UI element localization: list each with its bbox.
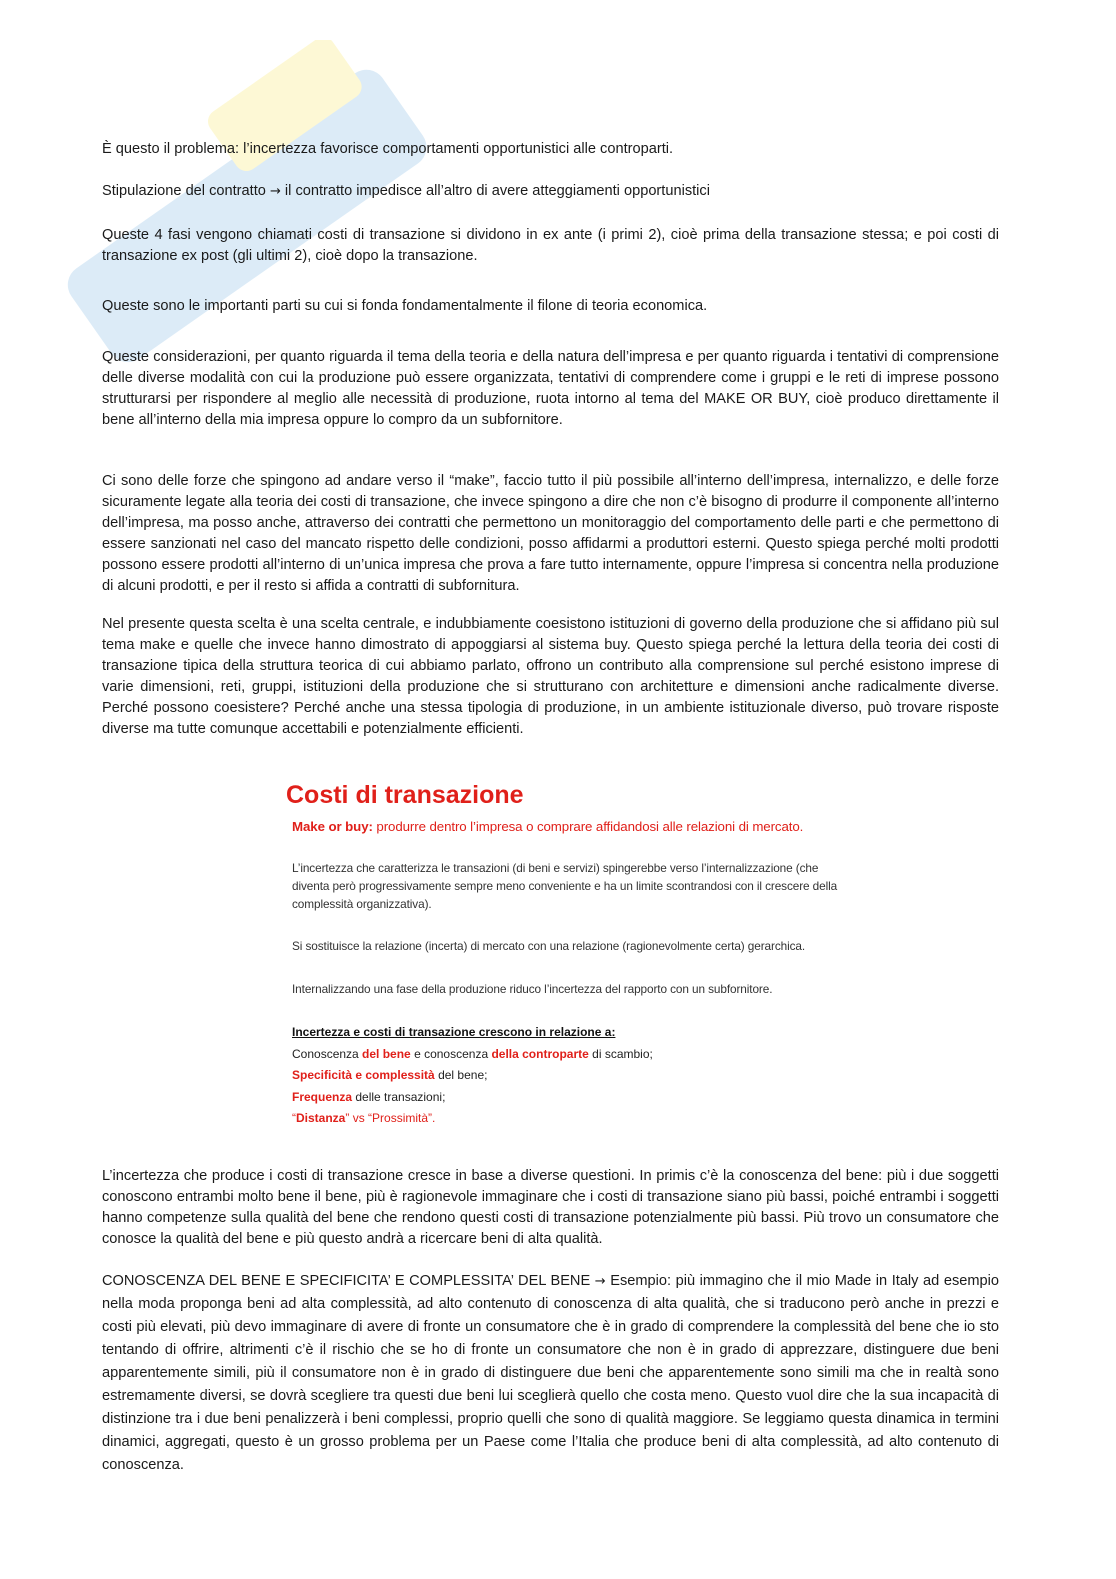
arrow-right-icon: → <box>594 1274 606 1289</box>
paragraph-8: L’incertezza che produce i costi di transazione cresce in base a diverse questioni. In primis c’è la conoscenza del bene: più i due soggetti conoscono entrambi molto bene il bene, più è ragionevole immaginare che i costi di transazione siano più bassi, poiché entrambi i soggetti hanno competenze sulla qualità del bene che rendono questi costi di transazione potenzialmente più bassi. Più trovo un consumatore che conosce la qualità del bene e più questo andrà a ricercare beni di alta qualità. <box>102 1168 999 1247</box>
item3-a: Frequenza <box>292 1089 353 1104</box>
figure-text-1: L’incertezza che caratterizza le transazioni (di beni e servizi) spingerebbe verso l’internalizzazione (che diventa però progressivamente sempre meno conveniente e ha un limite scontrandosi con il crescere della complessità organizzativa). <box>292 861 838 911</box>
paragraph-1: È questo il problema: l’incertezza favorisce comportamenti opportunistici alle controparti. <box>102 141 674 157</box>
figure-subtitle-rest: produrre dentro l’impresa o comprare affidandosi alle relazioni di mercato. <box>372 819 804 834</box>
paragraph-9-body: Esempio: più immagino che il mio Made in Italy ad esempio nella moda proponga beni ad alta complessità, ad alto contenuto di conoscenza di alta qualità, che si traducono però anche in prezzi e costi più elevati, più devo immaginare di avere di fronte un consumatore che è in grado di comprendere la complessità del bene che io sto tentando di offrire, altrimenti c’è il rischio che se ho di fronte un consumatore che non è in grado di apprezzare, distinguere due beni apparentemente simili, più il consumatore non è in grado di distinguere due beni che apparentemente sono simili ma che in realtà sono estremamente diversi, se dovrà scegliere tra questi due beni lui sceglierà quello che costa meno. Questo vuol dire che la sua incapacità di distinzione tra i due beni penalizzerà i beni complessi, proprio quelli che sono di qualità maggiore. Se leggiamo questa dinamica in termini dinamici, aggregati, questo è un grosso problema per un Paese come l’Italia che produce beni di alta complessità, ad alto contenuto di conoscenza. <box>102 1273 999 1473</box>
paragraph-4: Queste sono le importanti parti su cui si fonda fondamentalmente il filone di teoria economica. <box>102 298 708 314</box>
paragraph-2 <box>102 181 999 202</box>
paragraph-2-end: il contratto impedisce all’altro di avere atteggiamenti opportunistici <box>280 183 710 199</box>
figure-title: Costi di transazione <box>286 781 524 809</box>
slide-figure <box>286 780 856 1130</box>
figure-text-2: Si sostituisce la relazione (incerta) di mercato con una relazione (ragionevolmente certa) gerarchica. <box>292 939 806 953</box>
item4-a: Distanza <box>296 1111 346 1125</box>
figure-subtitle <box>292 818 856 835</box>
item3-b: delle transazioni; <box>352 1089 446 1104</box>
paragraph-5: Queste considerazioni, per quanto riguarda il tema della teoria e della natura dell’impresa e per quanto riguarda i tentativi di comprensione delle diverse modalità con cui la produzione può essere organizzata, tentativi di comprendere come i gruppi e le reti di imprese possono strutturarsi per rispondere al meglio alle necessità di produzione, ruota intorno al tema del MAKE OR BUY, cioè produco direttamente il bene all’interno della mia impresa oppure lo compro da un subfornitore. <box>102 349 999 428</box>
watermark-logo <box>20 40 480 400</box>
figure-list-item <box>292 1044 856 1066</box>
item1-e: di scambio; <box>588 1046 653 1061</box>
item4-q2: ” vs “ <box>345 1111 373 1125</box>
item1-a: Conoscenza <box>292 1046 363 1061</box>
figure-list-heading: Incertezza e costi di transazione crescono in relazione a: <box>292 1025 616 1039</box>
item2-a: Specificità e complessità <box>292 1068 435 1082</box>
item1-b: del bene <box>362 1046 411 1061</box>
paragraph-6: Ci sono delle forze che spingono ad andare verso il “make”, faccio tutto il più possibile all’interno dell’impresa, internalizzo, e delle forze sicuramente legate alla teoria dei costi di transazione, che invece spingono a dire che non c’è bisogno di produrre il componente all’interno dell’impresa, ma posso anche, attraverso dei contratti che permettono un monitoraggio del comportamento delle parti e che permettono di essere sanzionati nel caso del mancato rispetto delle condizioni, posso affidarmi a produttori esterni. Questo spiega perché molti prodotti possono essere prodotti all’interno di un’unica impresa che prova a fare tutto internamente, oppure l’impresa si concentra nella produzione di alcuni prodotti, e per il resto si affida a contratti di subfornitura. <box>102 473 999 594</box>
arrow-right-icon: → <box>269 184 281 199</box>
item1-d: della controparte <box>491 1046 589 1061</box>
item4-b: Prossimità <box>372 1111 429 1125</box>
paragraph-9 <box>102 1270 999 1477</box>
paragraph-7: Nel presente questa scelta è una scelta centrale, e indubbiamente coesistono istituzioni di governo della produzione che si affidano più sul tema make e quelle che invece hanno dimostrato di appoggiarsi al sistema buy. Questo spiega perché la lettura della teoria dei costi di transazione tipica della struttura teorica di cui abbiamo parlato, offrono un contributo alla comprensione sul perché esistono imprese di varie dimensioni, reti, gruppi, istituzioni della produzione che si strutturano con architetture e dimensioni anche radicalmente diverse. Perché possono coesistere? Perché anche una stessa tipologia di produzione, in un ambiente istituzionale diverso, può trovare risposte diverse ma tutte comunque accettabili e potenzialmente efficienti. <box>102 616 999 737</box>
paragraph-9-heading: CONOSCENZA DEL BENE E SPECIFICITA’ E COMPLESSITA’ DEL BENE <box>102 1273 595 1289</box>
figure-subtitle-bold: Make or buy: <box>292 819 373 834</box>
item4-q1: “ <box>292 1111 296 1125</box>
figure-text-3: Internalizzando una fase della produzione riduco l’incertezza del rapporto con un subfornitore. <box>292 982 773 996</box>
item4-q3: ”. <box>428 1111 436 1125</box>
item1-c: e conoscenza <box>410 1046 492 1061</box>
paragraph-3: Queste 4 fasi vengono chiamati costi di transazione si dividono in ex ante (i primi 2), cioè prima della transazione stessa; e poi costi di transazione ex post (gli ultimi 2), cioè dopo la transazione. <box>102 227 999 264</box>
paragraph-2-start: Stipulazione del contratto <box>102 183 270 199</box>
figure-list-item <box>292 1087 856 1109</box>
figure-list <box>292 1022 856 1130</box>
item2-b: del bene; <box>434 1068 488 1082</box>
figure-list-item <box>292 1108 856 1130</box>
figure-list-item <box>292 1065 856 1087</box>
